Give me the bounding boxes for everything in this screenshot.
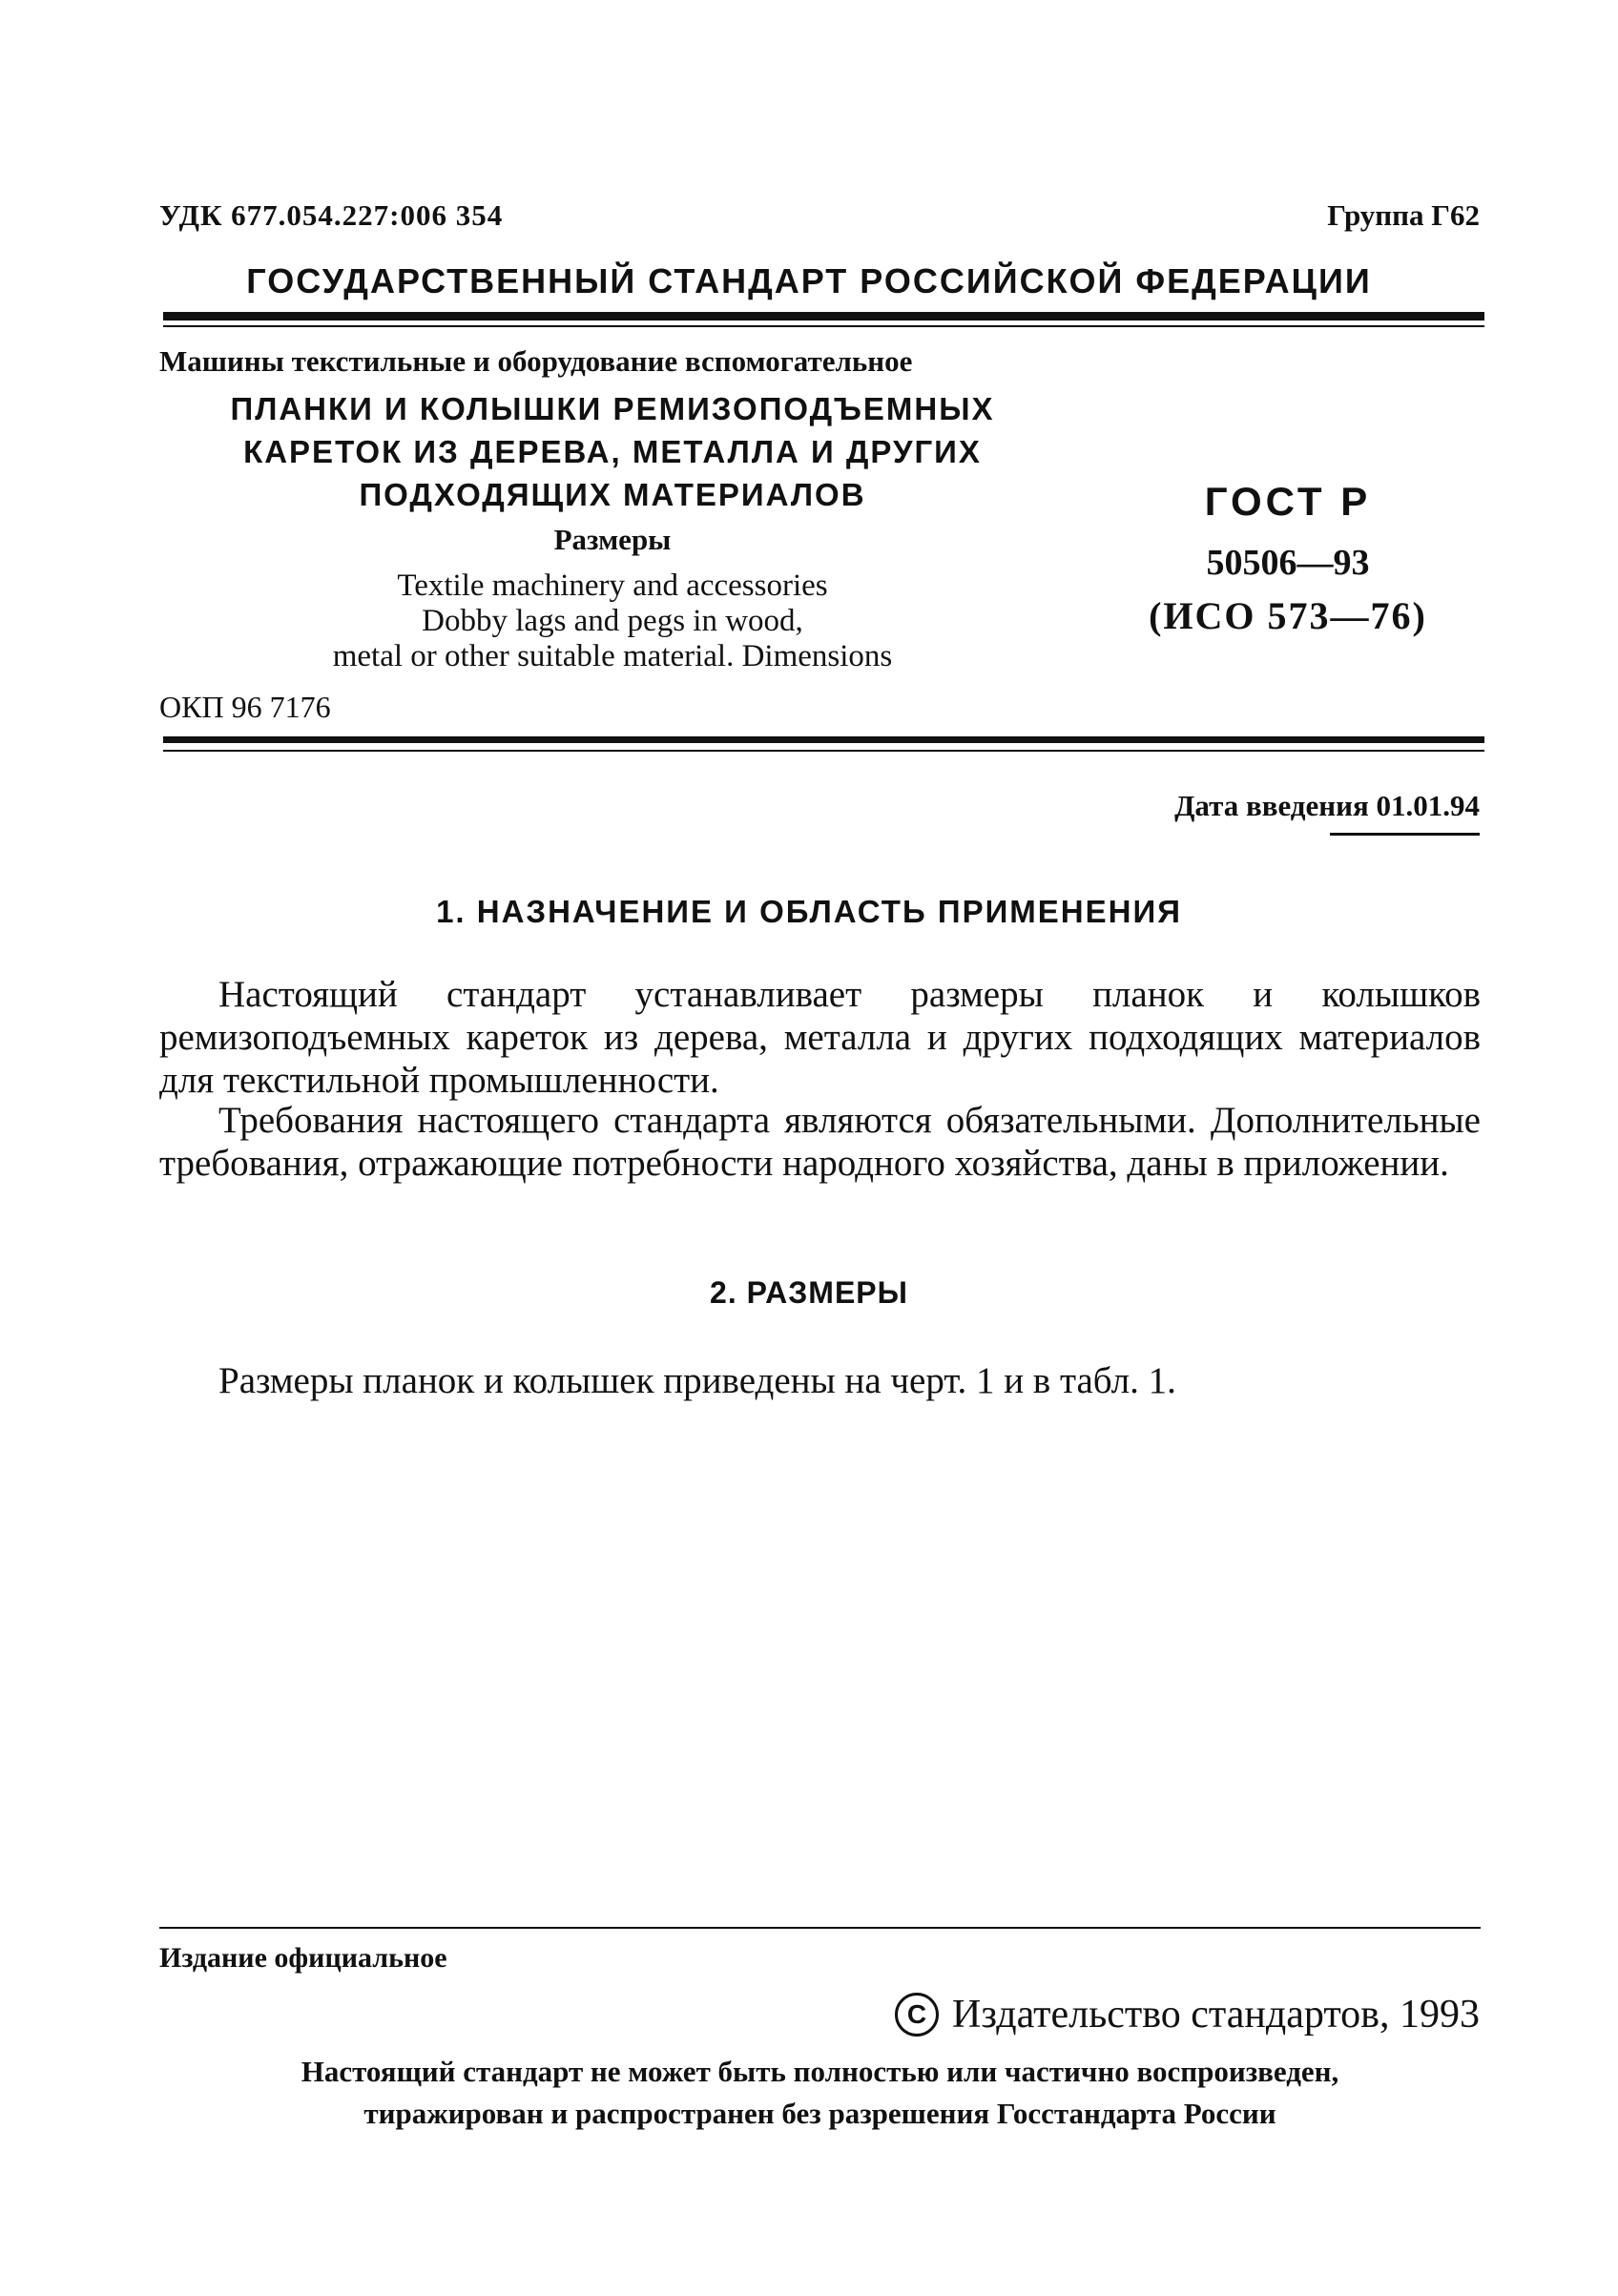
udk-code: УДК 677.054.227:006 354 [159,198,504,232]
publisher-name: Издательство стандартов, 1993 [952,1993,1480,2037]
okp-code: ОКП 96 7176 [159,690,331,724]
reproduction-notice [159,2051,1481,2135]
title-line-3: ПОДХОДЯЩИХ МАТЕРИАЛОВ [359,477,866,512]
section-1-paragraph-1: Настоящий стандарт устанавливает размеры планок и колышков ремизоподъемных кареток из дерева, металла и других подходящих материалов для текстильной промышленности. [159,974,1481,1101]
header-rule-thick [163,312,1484,321]
title-rule-thick [163,736,1484,743]
notice-line-1: Настоящий стандарт не может быть полностью или частично воспроизведен, [301,2055,1339,2088]
section-2-paragraph-1: Размеры планок и колышек приведены на черт. 1 и в табл. 1. [218,1360,1176,1401]
section-1-heading: 1. НАЗНАЧЕНИЕ И ОБЛАСТЬ ПРИМЕНЕНИЯ [436,894,1182,929]
introduction-date: Дата введения 01.01.94 [1174,789,1480,822]
title-line-1: ПЛАНКИ И КОЛЫШКИ РЕМИЗОПОДЪЕМНЫХ [230,391,995,426]
english-line-2: Dobby lags and pegs in wood, [422,604,803,638]
notice-line-2: тиражирован и распространен без разрешения Госстандарта России [363,2097,1276,2130]
english-title [159,569,1066,674]
english-line-1: Textile machinery and accessories [397,569,828,603]
gost-label: ГОСТ Р [1204,479,1372,524]
gost-number: 50506—93 [1206,543,1370,583]
footer-rule [159,1927,1481,1929]
section-1-paragraph-2: Требования настоящего стандарта являются обязательными. Дополнительные требования, отражающие потребности народного хозяйства, даны в приложении. [159,1100,1481,1184]
section-2-heading: 2. РАЗМЕРЫ [710,1275,908,1310]
copyright-icon: С [895,1993,939,2037]
title-rule-thin [163,750,1484,752]
iso-reference: (ИСО 573—76) [1149,594,1427,637]
gost-designation [1116,473,1460,643]
publisher-line [895,1992,1480,2037]
category-line: Машины текстильные и оборудование вспомогательное [159,344,913,378]
title-line-2: КАРЕТОК ИЗ ДЕРЕВА, МЕТАЛЛА И ДРУГИХ [243,434,982,469]
official-edition: Издание официальное [159,1942,447,1974]
english-line-3: metal or other suitable material. Dimensions [332,639,893,673]
date-underline [1330,833,1480,836]
title-subtitle: Размеры [553,523,672,556]
state-standard-title: ГОСУДАРСТВЕННЫЙ СТАНДАРТ РОССИЙСКОЙ ФЕДЕРАЦИИ [246,261,1372,300]
group-code: Группа Г62 [1327,198,1480,232]
header-rule-thin [163,325,1484,327]
document-title [159,387,1066,516]
